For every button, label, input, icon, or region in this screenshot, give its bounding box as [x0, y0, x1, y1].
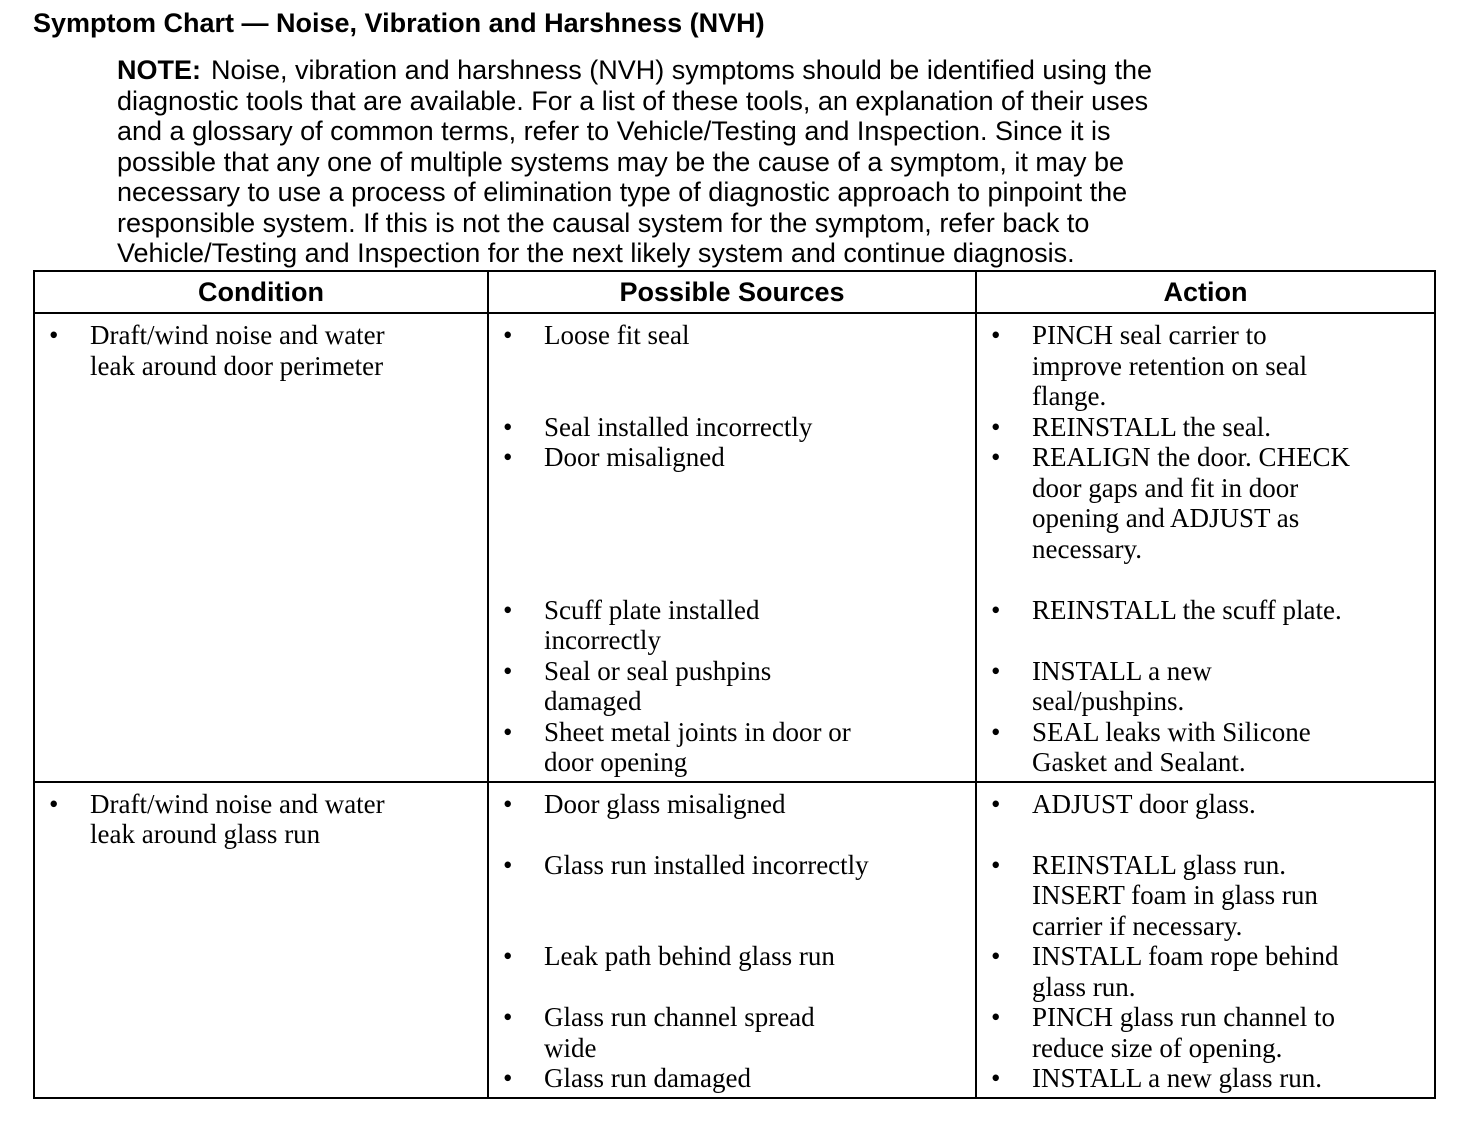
source-item: • Loose fit seal [503, 320, 690, 350]
source-item: • Glass run installed incorrectly [503, 849, 869, 880]
action-item: • SEAL leaks with Silicone Gasket and Sealant. [991, 716, 1311, 777]
note-label: NOTE: [117, 55, 201, 85]
action-item: • INSTALL a new glass run. [991, 1063, 1323, 1093]
condition-cell [34, 313, 488, 782]
header-condition: Condition [34, 271, 488, 313]
sources-cell [488, 782, 976, 1098]
note-block [117, 55, 1347, 269]
action-item: • PINCH seal carrier to improve retention on seal flange. [991, 320, 1308, 411]
bullet: • [503, 594, 513, 625]
note-line: and a glossary of common terms, refer to Vehicle/Testing and Inspection. Since it is [117, 116, 1111, 146]
bullet: • [49, 788, 59, 819]
table-header-row [34, 271, 1435, 313]
action-cell [976, 782, 1435, 1098]
note-line: necessary to use a process of elimination type of diagnostic approach to pinpoint the [117, 177, 1128, 207]
source-item: • Door glass misaligned [503, 788, 786, 819]
bullet: • [991, 1063, 1001, 1093]
condition-item: • Draft/wind noise and water leak around door perimeter [49, 320, 385, 381]
bullet: • [503, 716, 513, 747]
condition-cell [34, 782, 488, 1098]
action-item: • REALIGN the door. CHECK door gaps and fit in door opening and ADJUST as necessary. [991, 442, 1350, 564]
page-title: Symptom Chart — Noise, Vibration and Harshness (NVH) [33, 8, 765, 38]
source-item: • Seal or seal pushpins damaged [503, 655, 772, 716]
table-row [34, 313, 1435, 782]
header-action: Action [976, 271, 1435, 313]
action-item: • REINSTALL the scuff plate. [991, 594, 1342, 625]
note-line: possible that any one of multiple systems may be the cause of a symptom, it may be [117, 146, 1124, 177]
action-item: • REINSTALL glass run. INSERT foam in glass run carrier if necessary. [991, 849, 1318, 941]
note-line: diagnostic tools that are available. For a list of these tools, an explanation of their uses [117, 85, 1149, 116]
source-item: • Scuff plate installed incorrectly [503, 594, 760, 655]
bullet: • [991, 411, 1001, 442]
bullet: • [991, 594, 1001, 625]
header-possible-sources: Possible Sources [488, 271, 976, 313]
action-cell [976, 313, 1435, 782]
bullet: • [991, 320, 1001, 350]
bullet: • [503, 655, 513, 686]
source-item: • Sheet metal joints in door or door opening [503, 716, 851, 777]
action-item: • PINCH glass run channel to reduce size of opening. [991, 1002, 1335, 1063]
bullet: • [49, 320, 59, 350]
note-line: responsible system. If this is not the causal system for the symptom, refer back to [117, 207, 1090, 238]
bullet: • [503, 941, 513, 971]
source-item: • Glass run channel spread wide [503, 1002, 815, 1063]
action-item: • INSTALL a new seal/pushpins. [991, 655, 1212, 716]
note-line: Vehicle/Testing and Inspection for the next likely system and continue diagnosis. [117, 238, 1075, 268]
bullet: • [503, 411, 513, 442]
source-item: • Glass run damaged [503, 1063, 751, 1093]
bullet: • [991, 655, 1001, 686]
action-item: • INSTALL foam rope behind glass run. [991, 941, 1339, 1002]
bullet: • [991, 1002, 1001, 1032]
bullet: • [503, 1002, 513, 1032]
symptom-chart-table [33, 270, 1436, 1099]
table-row [34, 782, 1435, 1098]
bullet: • [991, 849, 1001, 880]
source-item: • Seal installed incorrectly [503, 411, 813, 442]
bullet: • [503, 320, 513, 350]
action-item: • ADJUST door glass. [991, 788, 1256, 819]
condition-item: • Draft/wind noise and water leak around glass run [49, 788, 385, 849]
source-item: • Leak path behind glass run [503, 941, 835, 971]
bullet: • [503, 788, 513, 819]
bullet: • [503, 1063, 513, 1093]
bullet: • [991, 716, 1001, 747]
action-item: • REINSTALL the seal. [991, 411, 1272, 442]
sources-cell [488, 313, 976, 782]
bullet: • [991, 442, 1001, 472]
bullet: • [991, 788, 1001, 819]
note-line [117, 55, 1347, 86]
bullet: • [991, 941, 1001, 971]
bullet: • [503, 442, 513, 472]
bullet: • [503, 849, 513, 880]
source-item: • Door misaligned [503, 442, 725, 472]
note-text: Noise, vibration and harshness (NVH) symptoms should be identified using the [211, 55, 1152, 85]
